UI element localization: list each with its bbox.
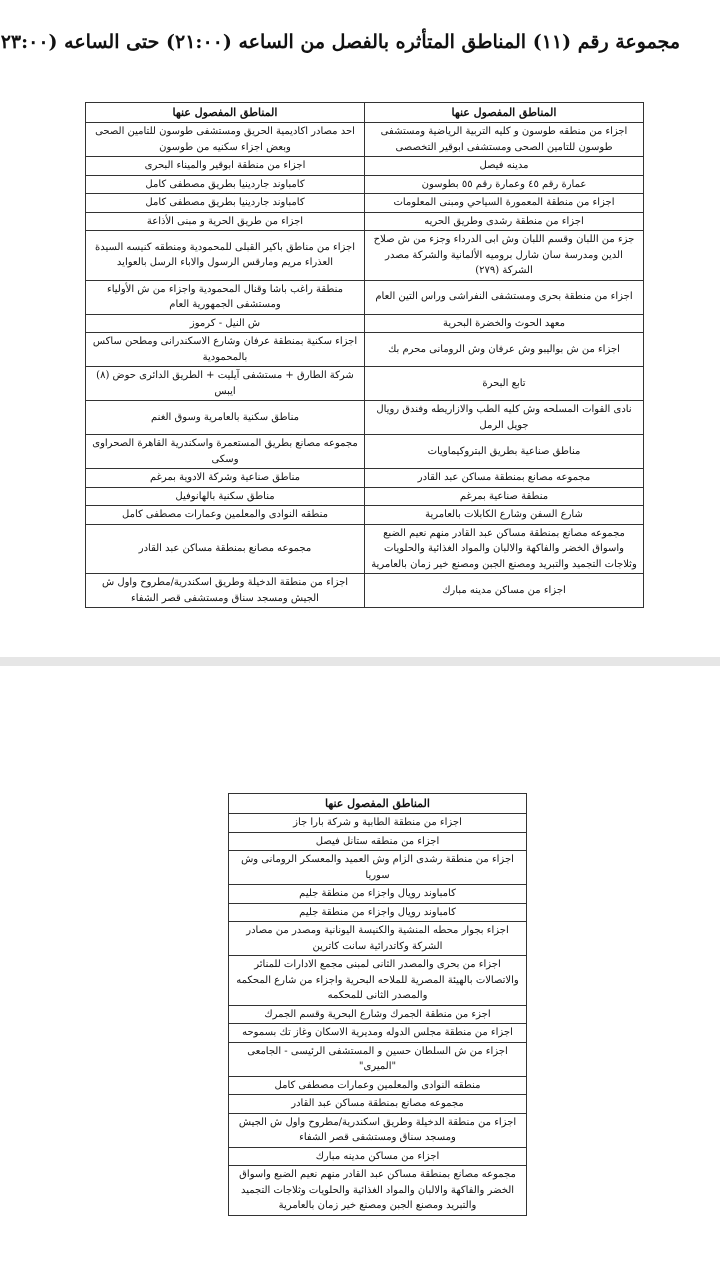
table-cell: مجموعه مصانع بمنطقة مساكن عبد القادر xyxy=(365,469,644,488)
table-cell: منطقة صناعية بمرغم xyxy=(365,487,644,506)
table-row xyxy=(229,832,527,851)
table-cell: اجزاء من منطقة الدخيلة وطريق اسكندرية/مطروح واول ش الجيش ومسجد سناق ومستشفى قصر الشفاء xyxy=(86,574,365,608)
table-cell: مجموعه مصانع بمنطقة مساكن عبد القادر منهم نعيم الضبع واسواق الخضر والفاكهة والالبان والمواد الغذائية والحلويات وثلاجات التجميد والتبريد ومصنع الجبن ومصنع خير زمان بالعامرية xyxy=(229,1166,527,1216)
table-cell: مناطق سكنية بالهانوفيل xyxy=(86,487,365,506)
table-cell: اجزء من منطقة الجمرك وشارع البحرية وقسم الجمرك xyxy=(229,1005,527,1024)
table-cell: مناطق سكنية بالعامرية وسوق الغنم xyxy=(86,401,365,435)
affected-areas-table-2 xyxy=(228,793,527,1216)
page-title: مجموعة رقم (١١) المناطق المتأثره بالفصل من الساعه (٢١:٠٠) حتى الساعه (٢٣:٠٠ xyxy=(0,31,680,53)
table-row xyxy=(86,506,644,525)
table-cell: اجزاء من منطقة ابوقير والميناء البحرى xyxy=(86,157,365,176)
table-cell: اجزاء من بحرى والمصدر الثانى لمبنى مجمع الادارات للمنائر والاتصالات بالهيئة المصرية للملاحه البحرية واجزاء من شارع المحكمه والمصدر الثانى للمحكمه xyxy=(229,956,527,1006)
table-row xyxy=(86,435,644,469)
table-cell: اجزاء سكنية بمنطقة عرفان وشارع الاسكندرانى ومطحن ساكس بالمحمودية xyxy=(86,333,365,367)
table-body xyxy=(86,123,644,608)
table-row xyxy=(229,885,527,904)
table-cell: اجزاء من منطقة مجلس الدوله ومديرية الاسكان وغاز تك بسموحه xyxy=(229,1024,527,1043)
table-row xyxy=(229,814,527,833)
table-cell: شارع السفن وشارع الكابلات بالعامرية xyxy=(365,506,644,525)
table-cell: مناطق صناعية بطريق البتروكيماويات xyxy=(365,435,644,469)
column-header: المناطق المفصول عنها xyxy=(229,794,527,814)
table-row xyxy=(229,922,527,956)
table-row xyxy=(229,1147,527,1166)
table-cell: اجزاء من مساكن مدينه مبارك xyxy=(229,1147,527,1166)
table-row xyxy=(229,1042,527,1076)
table-row xyxy=(229,1005,527,1024)
table-cell: كامباوند جاردينيا بطريق مصطفى كامل xyxy=(86,194,365,213)
table-cell: تابع البحرة xyxy=(365,367,644,401)
affected-areas-table-1 xyxy=(85,102,644,608)
table-cell: ش النيل - كرموز xyxy=(86,314,365,333)
table-cell: منطقه النوادى والمعلمين وعمارات مصطفى كامل xyxy=(86,506,365,525)
table-row xyxy=(86,469,644,488)
table-row xyxy=(86,487,644,506)
table-cell: منطقه النوادى والمعلمين وعمارات مصطفى كامل xyxy=(229,1076,527,1095)
table-row xyxy=(86,280,644,314)
table-cell: اجزاء من منطقة رشدى وطريق الحريه xyxy=(365,212,644,231)
table-cell: نادى القوات المسلحه وش كليه الطب والازاريطه وفندق رويال جويل الرمل xyxy=(365,401,644,435)
table-cell: اجزاء من منطقة المعمورة السياحي ومبنى المعلومات xyxy=(365,194,644,213)
table-cell: كامباوند رويال واجزاء من منطقة جليم xyxy=(229,903,527,922)
page-divider xyxy=(0,657,720,666)
table-cell: اجزاء من منطقه طوسون و كليه التربية الرياضية ومستشفى طوسون للتامين الصحى ومستشفى ابوقير التخصصى xyxy=(365,123,644,157)
table-cell: جزء من اللبان وقسم اللبان وش ابى الدرداء وجزء من ش صلاح الدين ومدرسة سان شارل بروميه الألمانية والشركة مصدر الشركة (٢٧٩) xyxy=(365,231,644,281)
table-row xyxy=(86,367,644,401)
table-cell: اجزاء من ش السلطان حسين و المستشفى الرئيسى - الجامعى "الميرى" xyxy=(229,1042,527,1076)
table-row xyxy=(86,123,644,157)
table-cell: مجموعه مصانع بطريق المستعمرة واسكندرية القاهرة الصحراوى وسكى xyxy=(86,435,365,469)
table-cell: اجزاء من منطقة رشدى الزام وش العميد والمعسكر الرومانى وش سوريا xyxy=(229,851,527,885)
table-row xyxy=(229,956,527,1006)
table-cell: اجزاء من مناطق باكير القبلى للمحمودية ومنطقه كنيسه السيدة العذراء مريم ومارقس الرسول والاباء الرسل بالعوايد xyxy=(86,231,365,281)
table-cell: مناطق صناعية وشركة الادوية بمرغم xyxy=(86,469,365,488)
table-row xyxy=(229,1113,527,1147)
column-header: المناطق المفصول عنها xyxy=(86,103,365,123)
column-header: المناطق المفصول عنها xyxy=(365,103,644,123)
table-row xyxy=(86,194,644,213)
table-cell: كامباوند جاردينيا بطريق مصطفى كامل xyxy=(86,175,365,194)
table-cell: معهد الحوث والخضرة البحرية xyxy=(365,314,644,333)
table-row xyxy=(229,1076,527,1095)
table-cell: احد مصادر اكاديمية الحريق ومستشفى طوسون للتامين الصحى وبعض اجزاء سكنيه من طوسون xyxy=(86,123,365,157)
table-header-row xyxy=(86,103,644,123)
table-row xyxy=(86,314,644,333)
table-cell: اجزاء بجوار محطه المنشية والكنيسة اليونانية ومصدر من مصادر الشركة وكاتدرائية سانت كاترين xyxy=(229,922,527,956)
table-cell: مجموعه مصانع بمنطقة مساكن عبد القادر xyxy=(229,1095,527,1114)
table-row xyxy=(86,157,644,176)
table-row xyxy=(86,524,644,574)
table-cell: اجزاء من ش بواليبو وش عرفان وش الرومانى محرم بك xyxy=(365,333,644,367)
table-row xyxy=(229,1166,527,1216)
table-cell: اجزاء من منطقة الطابية و شركة بارا جاز xyxy=(229,814,527,833)
table-cell: شركة الطارق + مستشفى آيليت + الطريق الدائرى حوض (٨) ايبس xyxy=(86,367,365,401)
table-row xyxy=(229,903,527,922)
table-row xyxy=(229,1024,527,1043)
table-cell: كامباوند رويال واجزاء من منطقة جليم xyxy=(229,885,527,904)
table-row xyxy=(86,574,644,608)
table-cell: اجزاء من منطقة بحرى ومستشفى النفراشى وراس التين العام xyxy=(365,280,644,314)
table-cell: اجزاء من منطقة الدخيلة وطريق اسكندرية/مطروح واول ش الجيش ومسجد سناق ومستشفى قصر الشفاء xyxy=(229,1113,527,1147)
table-cell: مجموعه مصانع بمنطقة مساكن عبد القادر منهم نعيم الضبع واسواق الخضر والفاكهة والالبان والمواد الغذائية والحلويات وثلاجات التجميد والتبريد ومصنع الجبن ومصنع خير زمان بالعامرية xyxy=(365,524,644,574)
table-body xyxy=(229,814,527,1216)
table-row xyxy=(86,175,644,194)
table-row xyxy=(229,851,527,885)
table-cell: اجزاء من مساكن مدينه مبارك xyxy=(365,574,644,608)
table-row xyxy=(86,231,644,281)
table-row xyxy=(86,401,644,435)
table-cell: منطقة راغب باشا وقنال المحمودية واجزاء من ش الأولياء ومستشفى الجمهورية العام xyxy=(86,280,365,314)
table-header-row xyxy=(229,794,527,814)
table-row xyxy=(86,333,644,367)
table-cell: مجموعه مصانع بمنطقة مساكن عبد القادر xyxy=(86,524,365,574)
table-cell: عمارة رقم ٤٥ وعمارة رقم ٥٥ بطوسون xyxy=(365,175,644,194)
table-row xyxy=(86,212,644,231)
table-row xyxy=(229,1095,527,1114)
table-cell: مدينه فيصل xyxy=(365,157,644,176)
table-cell: اجزاء من طريق الحرية و مبنى الأذاعة xyxy=(86,212,365,231)
table-cell: اجزاء من منطقه ستانل فيصل xyxy=(229,832,527,851)
